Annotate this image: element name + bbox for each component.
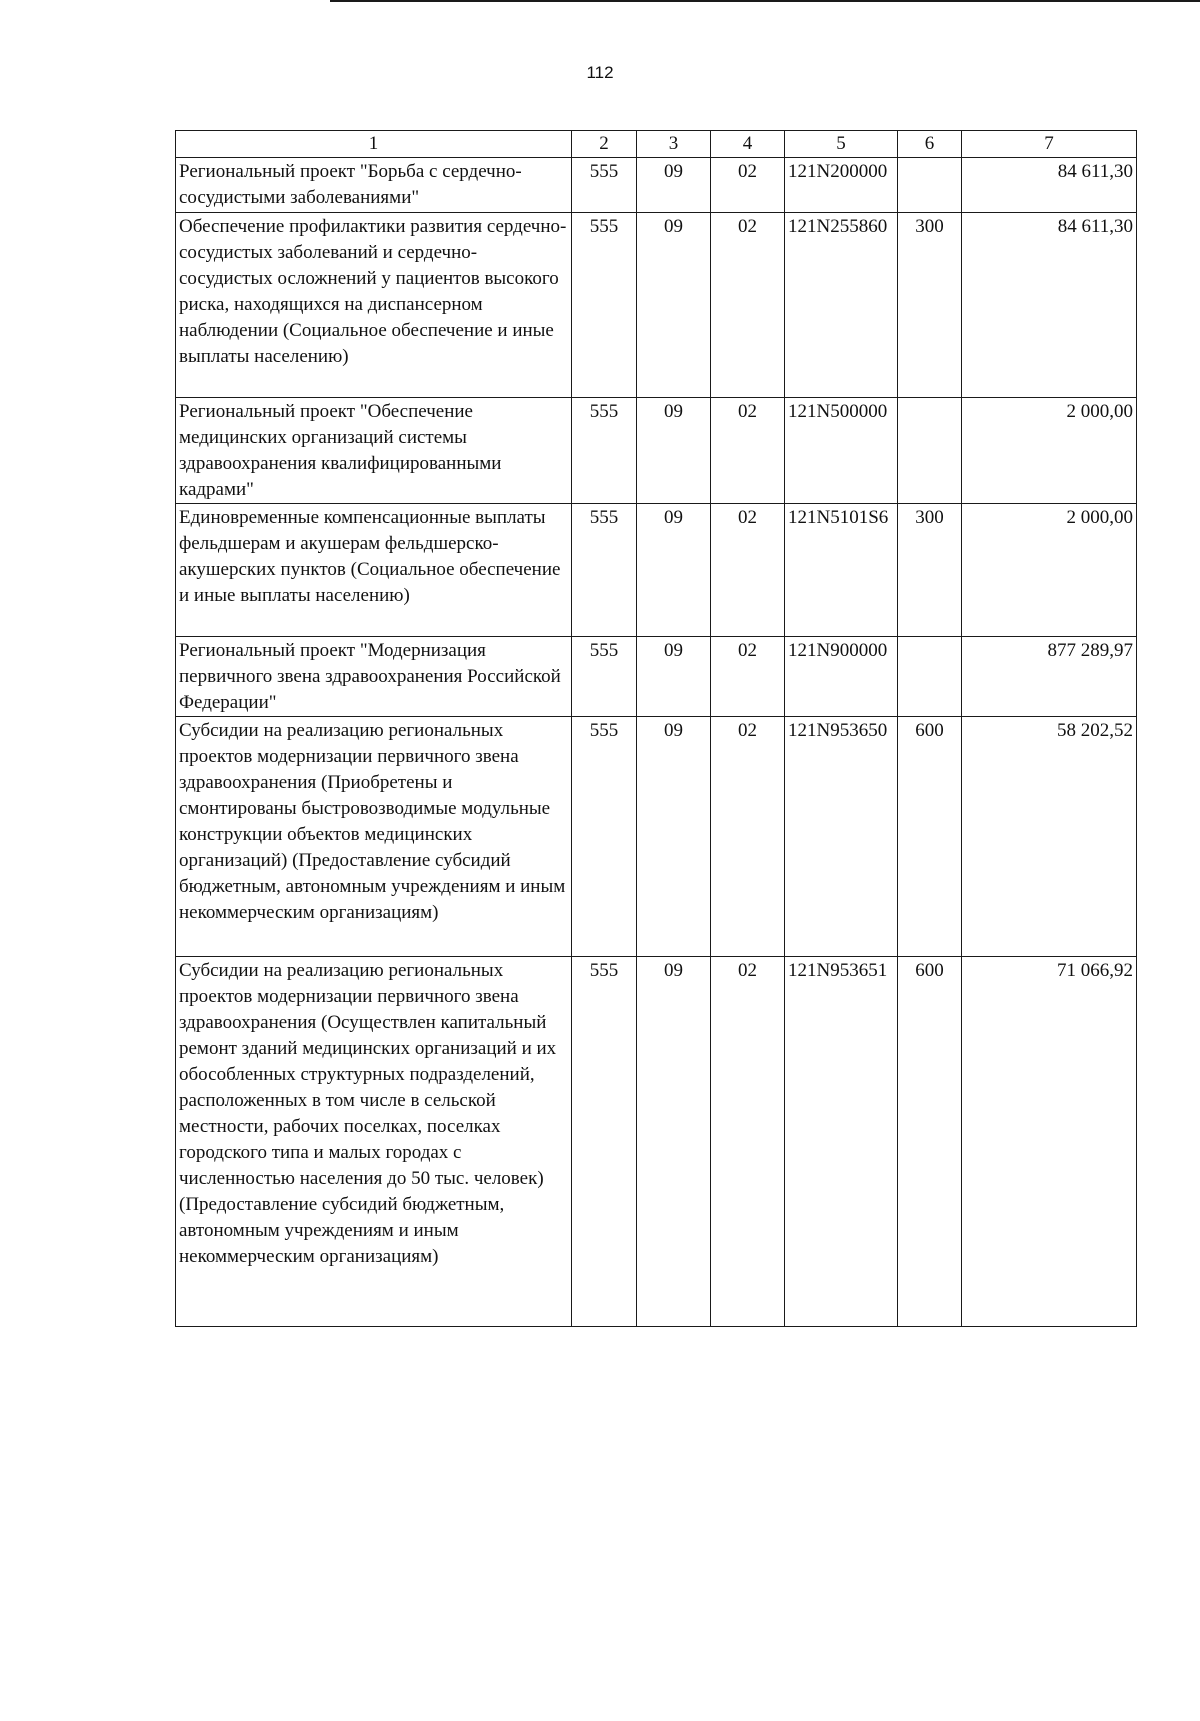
row-name: Обеспечение профилактики развития сердечно-сосудистых заболеваний и сердечно-сосудистых осложнений у пациентов высокого риска, находящихся на диспансерном наблюдении (Социальное обеспечение и иные выплаты населению) xyxy=(176,213,572,398)
row-code-5: 121N5101S6 xyxy=(785,504,898,637)
table-row xyxy=(176,398,1137,504)
row-code-4: 02 xyxy=(711,213,785,398)
row-name: Субсидии на реализацию региональных проектов модернизации первичного звена здравоохранения (Приобретены и смонтированы быстровозводимые модульные конструкции объектов медицинских организаций) (Предоставление субсидий бюджетным, автономным учреждениям и иным некоммерческим организациям) xyxy=(176,717,572,957)
row-amount: 84 611,30 xyxy=(962,158,1137,213)
row-name: Региональный проект "Борьба с сердечно-сосудистыми заболеваниями" xyxy=(176,158,572,213)
header-col-4: 4 xyxy=(711,131,785,158)
row-code-4: 02 xyxy=(711,957,785,1327)
row-code-5: 121N500000 xyxy=(785,398,898,504)
row-code-3: 09 xyxy=(637,504,711,637)
row-code-4: 02 xyxy=(711,717,785,957)
header-col-7: 7 xyxy=(962,131,1137,158)
row-code-3: 09 xyxy=(637,158,711,213)
table-row xyxy=(176,637,1137,717)
row-amount: 2 000,00 xyxy=(962,504,1137,637)
table-row xyxy=(176,717,1137,957)
header-col-3: 3 xyxy=(637,131,711,158)
top-rule xyxy=(330,0,1200,2)
table-row xyxy=(176,158,1137,213)
row-code-2: 555 xyxy=(572,957,637,1327)
row-code-6: 300 xyxy=(898,213,962,398)
table-row xyxy=(176,957,1137,1327)
row-code-2: 555 xyxy=(572,213,637,398)
row-code-6 xyxy=(898,637,962,717)
row-code-3: 09 xyxy=(637,213,711,398)
row-name: Единовременные компенсационные выплаты фельдшерам и акушерам фельдшерско-акушерских пунктов (Социальное обеспечение и иные выплаты населению) xyxy=(176,504,572,637)
table-row xyxy=(176,504,1137,637)
row-name: Субсидии на реализацию региональных проектов модернизации первичного звена здравоохранения (Осуществлен капитальный ремонт зданий медицинских организаций и их обособленных структурных подразделений, расположенных в том числе в сельской местности, рабочих поселках, поселках городского типа и малых городах с численностью населения до 50 тыс. человек) (Предоставление субсидий бюджетным, автономным учреждениям и иным некоммерческим организациям) xyxy=(176,957,572,1327)
row-code-4: 02 xyxy=(711,398,785,504)
row-amount: 2 000,00 xyxy=(962,398,1137,504)
row-code-5: 121N900000 xyxy=(785,637,898,717)
row-code-5: 121N200000 xyxy=(785,158,898,213)
row-code-3: 09 xyxy=(637,398,711,504)
row-amount: 84 611,30 xyxy=(962,213,1137,398)
page-number: 112 xyxy=(586,63,614,82)
header-col-2: 2 xyxy=(572,131,637,158)
row-code-6: 600 xyxy=(898,717,962,957)
row-code-6: 600 xyxy=(898,957,962,1327)
header-col-6: 6 xyxy=(898,131,962,158)
row-code-2: 555 xyxy=(572,717,637,957)
row-code-5: 121N953651 xyxy=(785,957,898,1327)
header-row xyxy=(176,131,1137,158)
row-code-3: 09 xyxy=(637,957,711,1327)
row-name: Региональный проект "Модернизация первичного звена здравоохранения Российской Федерации" xyxy=(176,637,572,717)
row-code-3: 09 xyxy=(637,717,711,957)
table-row xyxy=(176,213,1137,398)
row-code-6: 300 xyxy=(898,504,962,637)
row-code-6 xyxy=(898,398,962,504)
row-code-6 xyxy=(898,158,962,213)
row-code-2: 555 xyxy=(572,637,637,717)
row-code-5: 121N255860 xyxy=(785,213,898,398)
row-code-2: 555 xyxy=(572,504,637,637)
header-col-1: 1 xyxy=(176,131,572,158)
row-code-4: 02 xyxy=(711,504,785,637)
row-code-4: 02 xyxy=(711,158,785,213)
row-code-2: 555 xyxy=(572,398,637,504)
row-amount: 877 289,97 xyxy=(962,637,1137,717)
row-code-4: 02 xyxy=(711,637,785,717)
row-amount: 71 066,92 xyxy=(962,957,1137,1327)
budget-table xyxy=(175,130,1137,1327)
header-col-5: 5 xyxy=(785,131,898,158)
row-code-2: 555 xyxy=(572,158,637,213)
row-amount: 58 202,52 xyxy=(962,717,1137,957)
row-code-3: 09 xyxy=(637,637,711,717)
row-code-5: 121N953650 xyxy=(785,717,898,957)
row-name: Региональный проект "Обеспечение медицинских организаций системы здравоохранения квалифицированными кадрами" xyxy=(176,398,572,504)
